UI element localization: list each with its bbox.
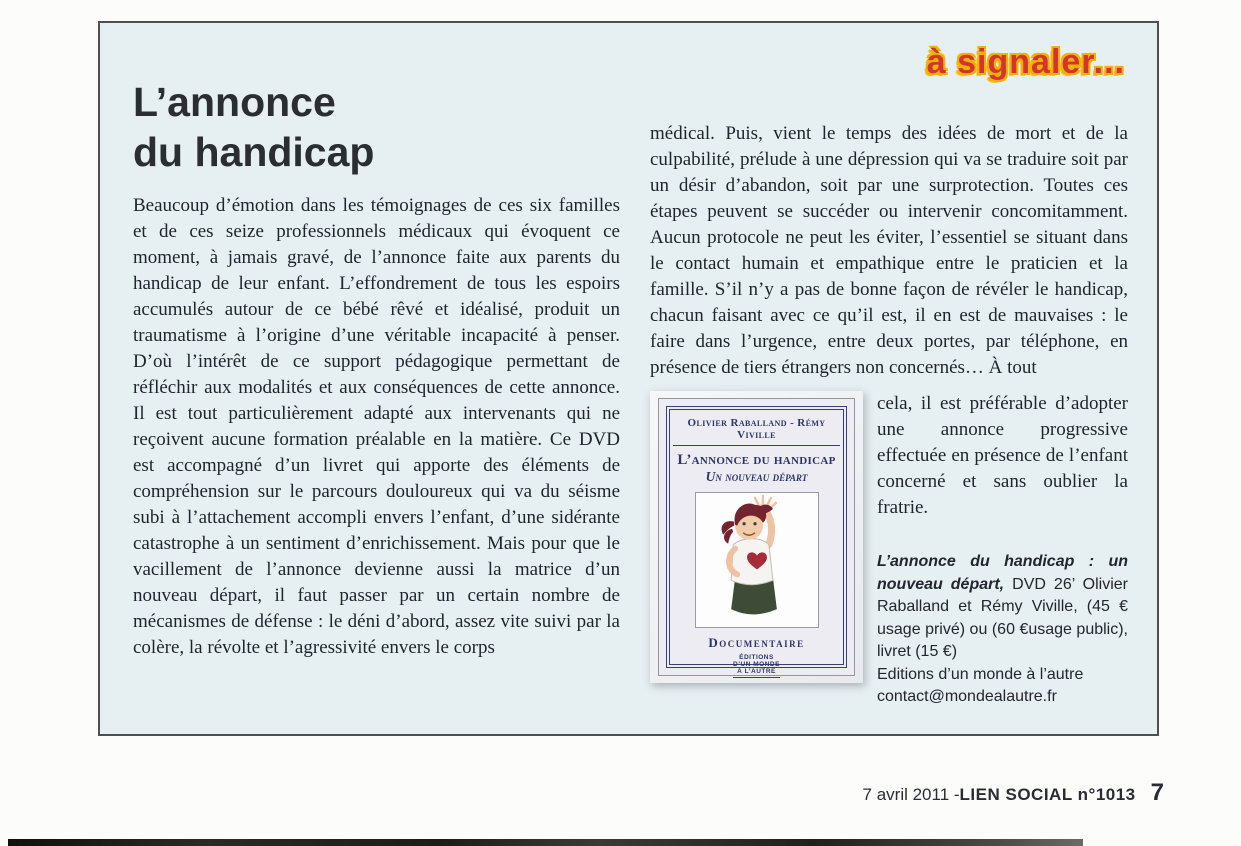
scan-edge-bar [8, 839, 1083, 846]
cover-subtitle: Un nouveau départ [705, 469, 808, 484]
footer-magazine-title: LIEN SOCIAL n°1013 [959, 785, 1136, 804]
cover-authors: Olivier Raballand - Rémy Viville [673, 417, 840, 446]
page-footer [863, 779, 1164, 807]
caption-email: contact@mondealautre.fr [877, 688, 1057, 705]
article-content [133, 77, 1128, 709]
caption-publisher: Editions d’un monde à l’autre [877, 665, 1084, 683]
cover-logo-line2: D’UN MONDE [733, 661, 780, 668]
left-column [133, 77, 620, 709]
article-title [133, 77, 620, 177]
right-column [650, 77, 1128, 709]
dvd-caption [877, 551, 1128, 709]
cover-title: L’annonce du handicap [677, 452, 836, 468]
cover-logo-line1: ÉDITIONS [739, 654, 774, 661]
article-text-right: médical. Puis, vient le temps des idées de mort et de la culpabilité, prélude à une dépression qui va se traduire soit par un désir d’abandon, soit par une surprotection. Toutes ces étapes peuvent se succéder ou intervenir concomitamment. Aucun protocole ne peut les éviter, l’essentiel se situant dans le contact humain et empathique entre le praticien et la famille. S’il n’y a pas de bonne façon de révéler le handicap, chacun faisant avec ce qu’il est, il en est de mauvaises : le faire dans l’urgence, entre deux portes, par téléphone, en présence de tiers étrangers non concernés… À tout [650, 123, 1128, 378]
wrap-column [863, 391, 1128, 709]
cover-frame-inner [669, 409, 844, 675]
footer-page-number: 7 [1150, 779, 1164, 806]
dvd-cover [658, 398, 855, 676]
dvd-cover-photo [650, 391, 863, 683]
girl-illustration-icon [697, 493, 817, 627]
media-row [650, 391, 1128, 709]
cover-publisher-logo [733, 654, 780, 678]
caption-title: L’annonce du handicap : un nouveau départ, [877, 553, 1128, 593]
footer-date: 7 avril 2011 - [862, 785, 960, 804]
article-title-line2: du handicap [133, 129, 375, 175]
cover-frame [666, 406, 847, 675]
cover-genre: Documentaire [708, 635, 805, 650]
caption-details: DVD 26’ Olivier Raballand et Rémy Viville, (45 € usage privé) ou (60 €usage public), livret (15 €) [877, 575, 1129, 660]
section-header: à signaler... [926, 43, 1125, 81]
article-panel [98, 21, 1159, 736]
article-title-line1: L’annonce [133, 79, 336, 125]
cover-illustration [695, 492, 819, 628]
cover-logo-line3: À L’AUTRE [737, 668, 776, 675]
article-text-wrap: cela, il est préférable d’adopter une annonce progressive effectuée en présence de l’enfant concerné et sans oublier la fratrie. [877, 393, 1128, 518]
article-text-left: Beaucoup d’émotion dans les témoignages de ces six familles et de ces seize professionnels médicaux qui évoquent ce moment, à jamais gravé, de l’annonce faite aux parents du handicap de leur enfant. L’effondrement de tous les espoirs accumulés autour de ce bébé rêvé et idéalisé, produit un traumatisme à l’origine d’une véritable incapacité à penser. D’où l’intérêt de ce support pédagogique permettant de réfléchir aux modalités et aux conséquences de cette annonce. Il est tout particulièrement adapté aux intervenants qui ne reçoivent aucune formation préalable en la matière. Ce DVD est accompagné d’un livret qui apporte des éléments de compréhension sur le parcours douloureux qui va du séisme subi à l’attachement accompli envers l’enfant, d’une sidérante catastrophe à un sentiment d’enrichissement. Mais pour que le vacillement de l’annonce devienne aussi la matrice d’un nouveau départ, il faut passer par un certain nombre de mécanismes de défense : le déni d’abord, assez vite suivi par la colère, la révolte et l’agressivité envers le corps [133, 195, 620, 658]
